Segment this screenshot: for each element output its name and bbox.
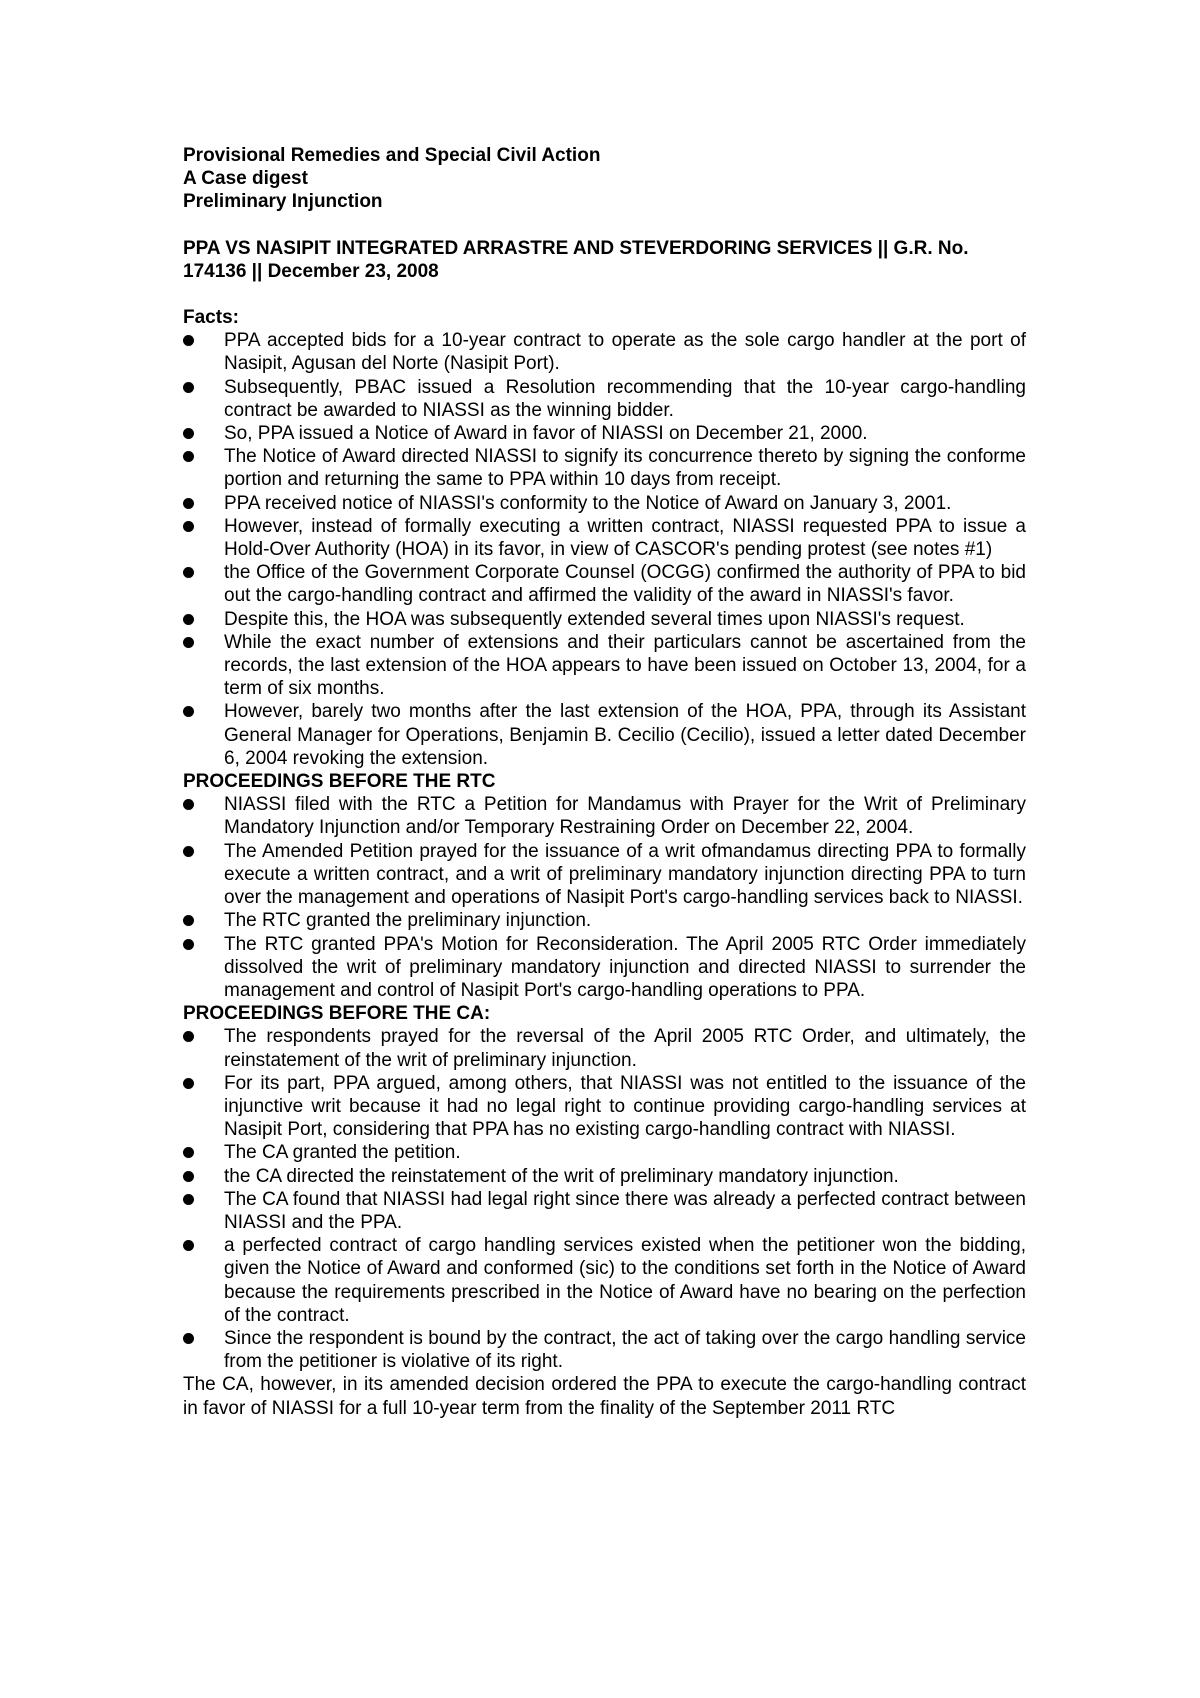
bullet-icon: [183, 1171, 194, 1182]
list-item: Since the respondent is bound by the contract, the act of taking over the cargo handling service from the petitioner is violative of its right.: [183, 1327, 1026, 1373]
list-item: Despite this, the HOA was subsequently extended several times upon NIASSI's request.: [183, 608, 1026, 631]
case-title: PPA VS NASIPIT INTEGRATED ARRASTRE AND STEVERDORING SERVICES || G.R. No. 174136 || December 23, 2008: [183, 237, 969, 282]
rtc-list: [183, 793, 1026, 1002]
document-page: [183, 144, 1026, 1420]
bullet-icon: [183, 1031, 194, 1042]
list-item: Subsequently, PBAC issued a Resolution recommending that the 10-year cargo-handling contract be awarded to NIASSI as the winning bidder.: [183, 376, 1026, 422]
list-item: The RTC granted PPA's Motion for Reconsideration. The April 2005 RTC Order immediately dissolved the writ of preliminary mandatory injunction and directed NIASSI to surrender the management and control of Nasipit Port's cargo-handling operations to PPA.: [183, 933, 1026, 1003]
rtc-heading: PROCEEDINGS BEFORE THE RTC: [183, 771, 496, 793]
spacer: [183, 283, 1026, 306]
list-item: The Amended Petition prayed for the issuance of a writ ofmandamus directing PPA to formally execute a written contract, and a writ of preliminary mandatory injunction directing PPA to turn over the management and operations of Nasipit Port's cargo-handling services back to NIASSI.: [183, 840, 1026, 910]
bullet-icon: [183, 567, 194, 578]
list-item: NIASSI filed with the RTC a Petition for Mandamus with Prayer for the Writ of Preliminary Mandatory Injunction and/or Temporary Restraining Order on December 22, 2004.: [183, 793, 1026, 839]
course-title: Provisional Remedies and Special Civil Action: [183, 145, 601, 166]
list-item: The Notice of Award directed NIASSI to signify its concurrence thereto by signing the conforme portion and returning the same to PPA within 10 days from receipt.: [183, 445, 1026, 491]
bullet-icon: [183, 939, 194, 950]
bullet-icon: [183, 915, 194, 926]
bullet-icon: [183, 1240, 194, 1251]
bullet-icon: [183, 1078, 194, 1089]
list-item: The respondents prayed for the reversal of the April 2005 RTC Order, and ultimately, the reinstatement of the writ of preliminary injunction.: [183, 1025, 1026, 1071]
bullet-icon: [183, 846, 194, 857]
list-item: However, instead of formally executing a written contract, NIASSI requested PPA to issue a Hold-Over Authority (HOA) in its favor, in view of CASCOR's pending protest (see notes #1): [183, 515, 1026, 561]
bullet-icon: [183, 498, 194, 509]
facts-heading: Facts:: [183, 307, 239, 329]
bullet-icon: [183, 706, 194, 717]
bullet-icon: [183, 451, 194, 462]
list-item: So, PPA issued a Notice of Award in favor of NIASSI on December 21, 2000.: [183, 422, 1026, 445]
list-item: The CA found that NIASSI had legal right since there was already a perfected contract between NIASSI and the PPA.: [183, 1188, 1026, 1234]
bullet-icon: [183, 428, 194, 439]
bullet-icon: [183, 799, 194, 810]
list-item: the CA directed the reinstatement of the writ of preliminary mandatory injunction.: [183, 1165, 1026, 1188]
bullet-icon: [183, 614, 194, 625]
closing-paragraph: The CA, however, in its amended decision ordered the PPA to execute the cargo-handling contract in favor of NIASSI for a full 10-year term from the finality of the September 2011 RTC: [183, 1374, 1026, 1419]
list-item: a perfected contract of cargo handling services existed when the petitioner won the bidding, given the Notice of Award and conformed (sic) to the conditions set forth in the Notice of Award because the requirements prescribed in the Notice of Award have no bearing on the perfection of the contract.: [183, 1234, 1026, 1327]
bullet-icon: [183, 1147, 194, 1158]
ca-list: [183, 1025, 1026, 1373]
facts-list: [183, 329, 1026, 770]
list-item: While the exact number of extensions and their particulars cannot be ascertained from the records, the last extension of the HOA appears to have been issued on October 13, 2004, for a term of six months.: [183, 631, 1026, 701]
list-item: The RTC granted the preliminary injunction.: [183, 909, 1026, 932]
list-item: PPA accepted bids for a 10-year contract to operate as the sole cargo handler at the port of Nasipit, Agusan del Norte (Nasipit Port).: [183, 329, 1026, 375]
bullet-icon: [183, 637, 194, 648]
list-item: PPA received notice of NIASSI's conformity to the Notice of Award on January 3, 2001.: [183, 492, 1026, 515]
bullet-icon: [183, 335, 194, 346]
document-type: A Case digest: [183, 168, 308, 190]
bullet-icon: [183, 1194, 194, 1205]
spacer: [183, 214, 1026, 237]
topic-title: Preliminary Injunction: [183, 191, 383, 213]
bullet-icon: [183, 521, 194, 532]
list-item: However, barely two months after the last extension of the HOA, PPA, through its Assistant General Manager for Operations, Benjamin B. Cecilio (Cecilio), issued a letter dated December 6, 2004 revoking the extension.: [183, 700, 1026, 770]
list-item: The CA granted the petition.: [183, 1141, 1026, 1164]
list-item: For its part, PPA argued, among others, that NIASSI was not entitled to the issuance of the injunctive writ because it had no legal right to continue providing cargo-handling services at Nasipit Port, considering that PPA has no existing cargo-handling contract with NIASSI.: [183, 1072, 1026, 1142]
list-item: the Office of the Government Corporate Counsel (OCGG) confirmed the authority of PPA to bid out the cargo-handling contract and affirmed the validity of the award in NIASSI's favor.: [183, 561, 1026, 607]
bullet-icon: [183, 382, 194, 393]
bullet-icon: [183, 1333, 194, 1344]
ca-heading: PROCEEDINGS BEFORE THE CA:: [183, 1003, 491, 1025]
